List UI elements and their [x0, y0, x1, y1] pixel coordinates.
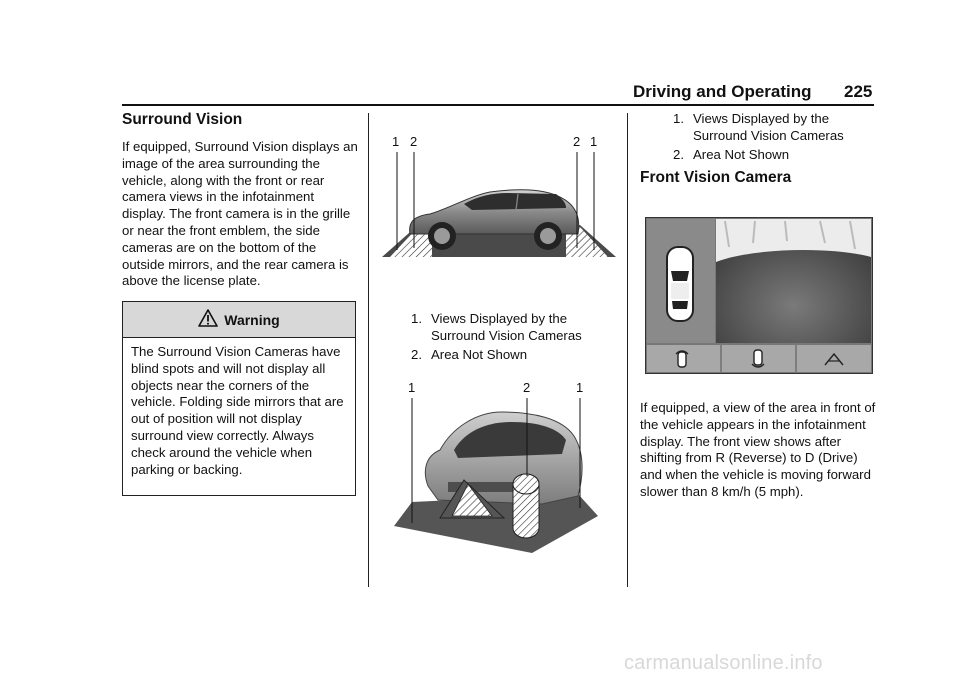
section-heading-surround-vision: Surround Vision: [122, 111, 243, 128]
surround-vision-paragraph: If equipped, Surround Vision displays an image of the area surrounding the vehicle, along with the front or rear camera views in the infotainment display. The front camera is in the grille or near the front emblem, the side cameras are on the bottom of the outside mirrors, and the rear camera is above the license plate.: [122, 139, 358, 289]
warning-header: [123, 302, 355, 338]
list-item: 1. Views Displayed by the Surround Vision Cameras: [411, 311, 582, 343]
figure-side-view: [380, 130, 618, 265]
watermark: carmanualsonline.info: [624, 652, 823, 674]
infotainment-screen-figure: [645, 217, 873, 374]
warning-box: [122, 301, 356, 496]
guideline-view-icon[interactable]: [823, 351, 845, 367]
fig1-callout-2-right: 2: [573, 134, 581, 149]
list-item: 2. Area Not Shown: [411, 346, 528, 362]
fig1-callout-2-left: 2: [410, 134, 418, 149]
front-vision-paragraph: If equipped, a view of the area in front of the vehicle appears in the infotainment display. The front view shows after shifting from R (Reverse) to D (Drive) and when the vehicle is moving forward slower than 8 km/h (5 mph).: [640, 400, 876, 499]
figure-1-legend: [411, 311, 611, 363]
figure-2-legend: [673, 111, 873, 163]
fig1-callout-1-left: 1: [392, 134, 400, 149]
page-section-title: Driving and Operating: [633, 82, 812, 101]
fig2-callout-1-right: 1: [576, 380, 584, 395]
rear-camera-view-icon[interactable]: [750, 348, 766, 370]
fig1-callout-1-right: 1: [590, 134, 598, 149]
fig2-callout-2: 2: [523, 380, 531, 395]
left-column: [122, 111, 358, 290]
list-item: 2. Area Not Shown: [673, 146, 790, 162]
warning-text: The Surround Vision Cameras have blind spots and will not display all objects near the corners of the vehicle. Folding side mirrors that are out of position will not display surround view correctly. Always check around the vehicle when parking or backing.: [131, 344, 344, 477]
column-divider-right: [627, 113, 628, 587]
section-heading-front-vision-camera: Front Vision Camera: [640, 169, 792, 186]
list-item: 1. Views Displayed by the Surround Vision Cameras: [673, 111, 844, 143]
header-rule: [122, 104, 874, 106]
figure-front-view: [392, 378, 606, 556]
page-number: 225: [844, 82, 873, 101]
car-top-view-icon: [665, 245, 695, 323]
fig2-callout-1-left: 1: [408, 380, 416, 395]
front-camera-view-icon[interactable]: [674, 348, 690, 370]
warning-title: Warning: [224, 311, 280, 328]
column-divider-left: [368, 113, 369, 587]
warning-triangle-icon: [198, 309, 218, 330]
